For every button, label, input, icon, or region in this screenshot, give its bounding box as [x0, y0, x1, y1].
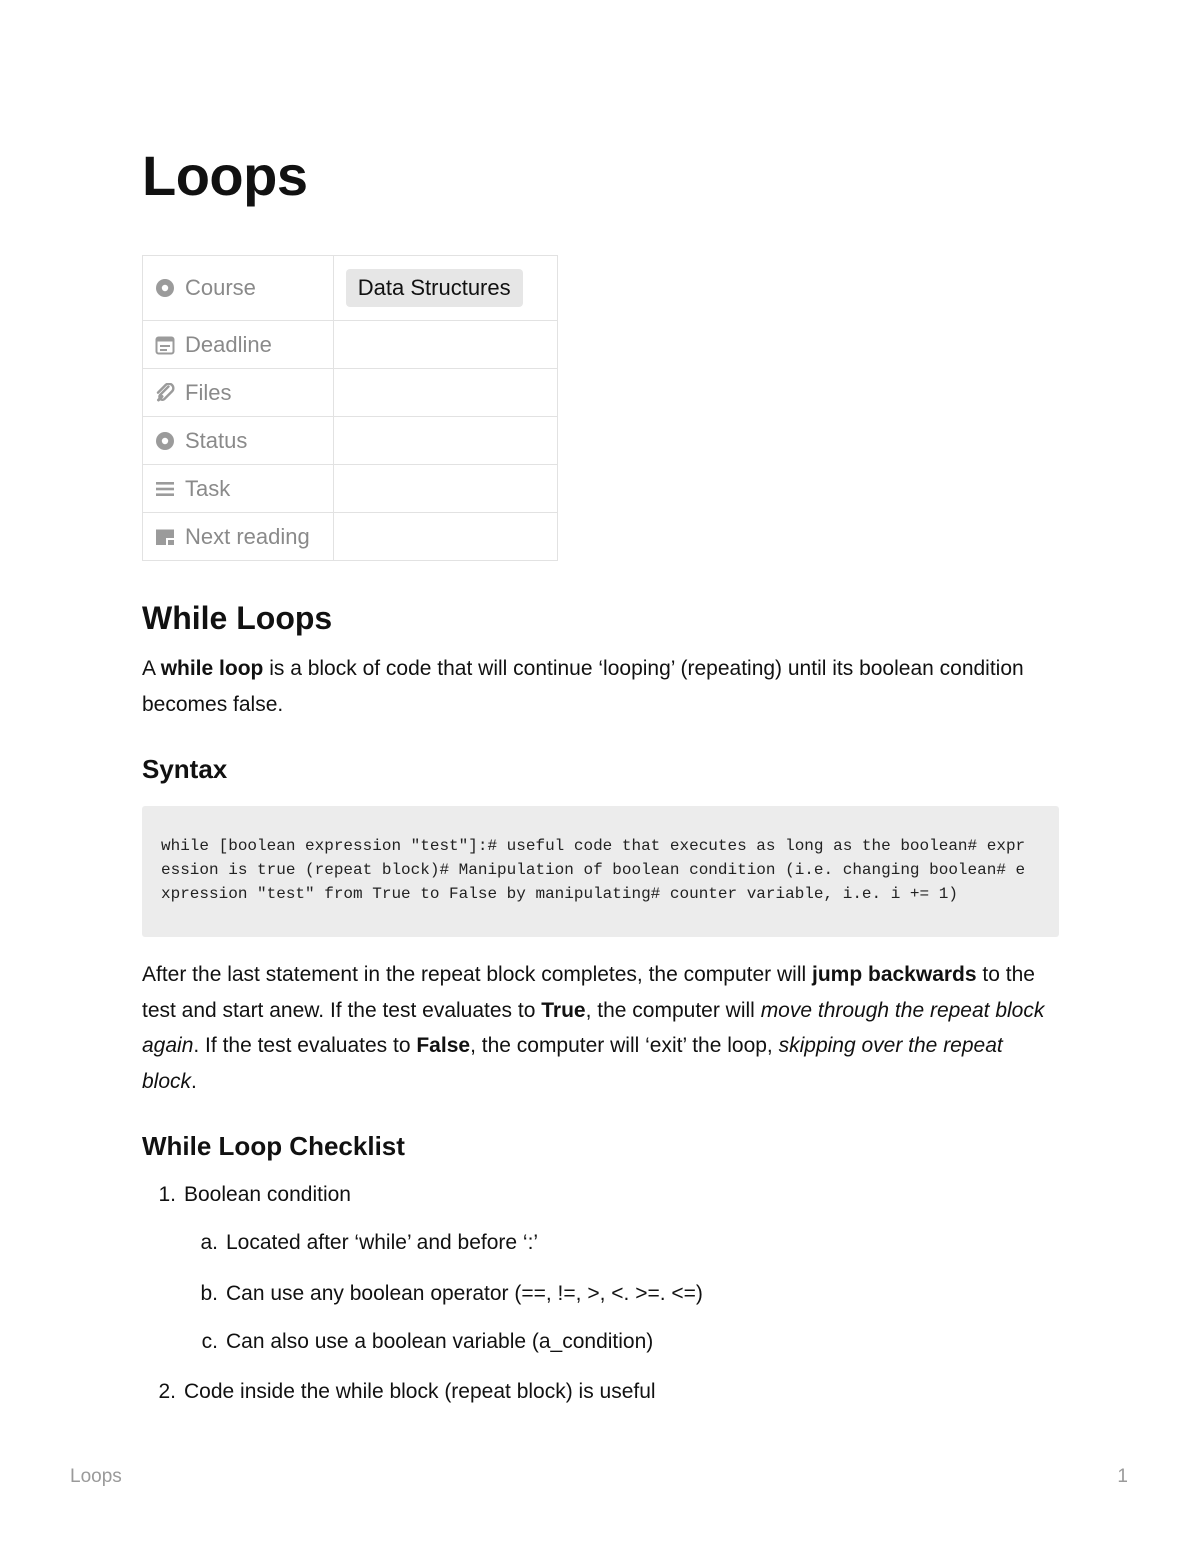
bold-text: jump backwards: [812, 963, 977, 986]
bold-text: False: [416, 1034, 471, 1057]
intro-paragraph: [142, 651, 1062, 722]
list-item: [158, 1180, 351, 1210]
property-row-status: [143, 417, 558, 465]
list-marker: a.: [200, 1231, 218, 1254]
property-row-next-reading: [143, 513, 558, 561]
text-run: .: [191, 1069, 197, 1093]
bold-text: while loop: [160, 657, 264, 680]
list-item-text: Code inside the while block (repeat block) is useful: [184, 1380, 656, 1403]
property-value[interactable]: [333, 417, 557, 465]
properties-table: [142, 255, 558, 561]
property-label: Task: [185, 475, 231, 501]
property-key: [143, 321, 334, 369]
property-label: Deadline: [185, 331, 272, 357]
property-value[interactable]: [333, 321, 557, 369]
property-label: Files: [185, 379, 232, 405]
property-key: [143, 256, 334, 321]
calendar-icon: [155, 335, 175, 355]
text-run: A: [142, 657, 161, 680]
list-marker: 2.: [158, 1380, 176, 1403]
bold-text: True: [541, 998, 586, 1022]
property-row-task: [143, 465, 558, 513]
text-run: is a block of code that will continue ‘looping’ (repeating) until its boolean condition becomes false.: [142, 657, 1024, 716]
code-line: xpression "test" from True to False by manipulating# counter variable, i.e. i += 1): [161, 885, 958, 903]
circle-dot-icon: [155, 278, 175, 298]
property-value[interactable]: [333, 513, 557, 561]
property-value[interactable]: [333, 256, 557, 321]
page-number: 1: [1117, 1466, 1128, 1487]
text-lines-icon: [155, 479, 175, 499]
property-key: [143, 465, 334, 513]
italic-text: skipping over the repeat block: [142, 1034, 1003, 1093]
property-key: [143, 513, 334, 561]
property-row-files: [143, 369, 558, 417]
after-paragraph: [142, 957, 1052, 1099]
list-marker: c.: [201, 1330, 218, 1353]
list-item: [200, 1279, 703, 1309]
list-item-text: Can also use a boolean variable (a_condition): [226, 1330, 654, 1353]
page-title: Loops: [142, 144, 308, 207]
section-heading-while-loops: While Loops: [142, 600, 333, 636]
property-key: [143, 417, 334, 465]
text-run: to the test and start anew. If the test evaluates to: [142, 963, 1035, 1022]
circle-dot-icon: [155, 431, 175, 451]
text-run: After the last statement in the repeat block completes, the computer will: [142, 963, 812, 986]
text-run: . If the test evaluates to: [193, 1034, 417, 1057]
section-heading-checklist: While Loop Checklist: [142, 1131, 405, 1161]
list-item-text: Located after ‘while’ and before ‘:’: [226, 1231, 539, 1254]
property-key: [143, 369, 334, 417]
property-label: Status: [185, 427, 248, 453]
italic-text: move through the repeat block again: [142, 998, 1045, 1057]
property-label: Course: [185, 275, 256, 300]
property-label: Next reading: [185, 523, 310, 549]
text-run: , the computer will: [585, 998, 761, 1022]
list-marker: 1.: [158, 1183, 176, 1206]
property-value[interactable]: [333, 465, 557, 513]
text-run: , the computer will ‘exit’ the loop,: [470, 1034, 779, 1057]
property-row-deadline: [143, 321, 558, 369]
section-heading-syntax: Syntax: [142, 754, 228, 784]
code-line: ession is true (repeat block)# Manipulation of boolean condition (i.e. changing boolean# e: [161, 861, 1026, 879]
code-line: while [boolean expression "test"]:# useful code that executes as long as the boolean# expr: [161, 837, 1026, 855]
list-marker: b.: [200, 1282, 218, 1305]
list-item-text: Can use any boolean operator (==, !=, >, <. >=. <=): [226, 1282, 703, 1305]
flag-icon: [155, 527, 175, 547]
paperclip-icon: [155, 383, 175, 403]
list-item: [201, 1327, 654, 1357]
property-value[interactable]: [333, 369, 557, 417]
course-tag[interactable]: Data Structures: [346, 269, 523, 307]
footer-title: Loops: [70, 1466, 122, 1487]
list-item-text: Boolean condition: [184, 1183, 351, 1206]
list-item: [158, 1377, 656, 1407]
property-row-course: [143, 256, 558, 321]
list-item: [200, 1228, 539, 1258]
code-block: [142, 806, 1059, 937]
